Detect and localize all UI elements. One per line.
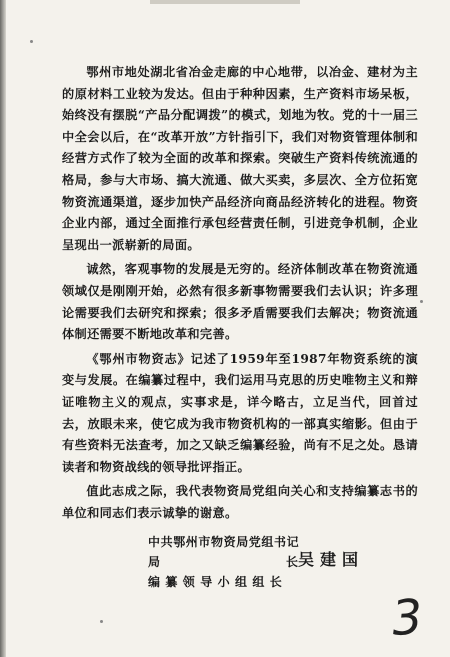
signature-block: [148, 532, 408, 592]
paragraph: 诚然，客观事物的发展是无穷的。经济体制改革在物资流通领域仅是刚刚开始，必然有很多新事物需要我们去认识；许多理论需要我们去研究和探索；很多矛盾需要我们去解决；物资流通体制还需要不断地改革和完善。: [62, 262, 418, 342]
scan-speck: [100, 620, 103, 623]
scan-top-mark: [150, 0, 300, 4]
signature-role-line: 编纂领导小组组长: [148, 575, 288, 589]
signature-title-line: 中共鄂州市物资局党组书记: [148, 535, 300, 549]
paragraph: 值此志成之际，我代表物资局党组向关心和支持编纂志书的单位和同志们表示诚挚的谢意。: [62, 484, 418, 520]
paragraph: 鄂州市地处湖北省冶金走廊的中心地带，以冶金、建材为主的原材料工业较为发达。但由于种种因素，生产资料市场呆板，始终没有摆脱“产品分配调拨”的模式，划地为牧。党的十一届三中全会以后，在“改革开放”方针指引下，我们对物资管理体制和经营方式作了较为全面的改革和探索。突破生产资料传统流通的格局，参与大市场、搞大流通、做大买卖，多层次、全方位拓宽物资流通渠道，逐步加快产品经济向商品经济转化的进程。物资企业内部，通过全面推行承包经营责任制，引进竞争机制，企业呈现出一派崭新的局面。: [62, 65, 418, 252]
preface-body: [62, 62, 418, 527]
signatory-name: 吴建国: [298, 550, 365, 569]
paragraph: 《鄂州市物资志》记述了1959年至1987年物资系统的演变与发展。在编纂过程中，我们运用马克思的历史唯物主义和辩证唯物主义的观点，实事求是，详今略古，立足当代，回首过去，放眼未来，使它成为我市物资机构的一部真实缩影。但由于有些资料无法查考，加之又缺乏编纂经验，尚有不足之处。恳请读者和物资战线的领导批评指正。: [62, 351, 418, 474]
signature-name-line: [148, 552, 408, 572]
signature-title-prefix: 局: [148, 555, 161, 569]
handwritten-page-number: 3: [390, 589, 425, 647]
scan-edge-shadow: [0, 0, 6, 657]
scan-speck: [30, 40, 33, 43]
signature-title-suffix: 长: [286, 555, 299, 569]
scan-speck: [420, 300, 423, 303]
